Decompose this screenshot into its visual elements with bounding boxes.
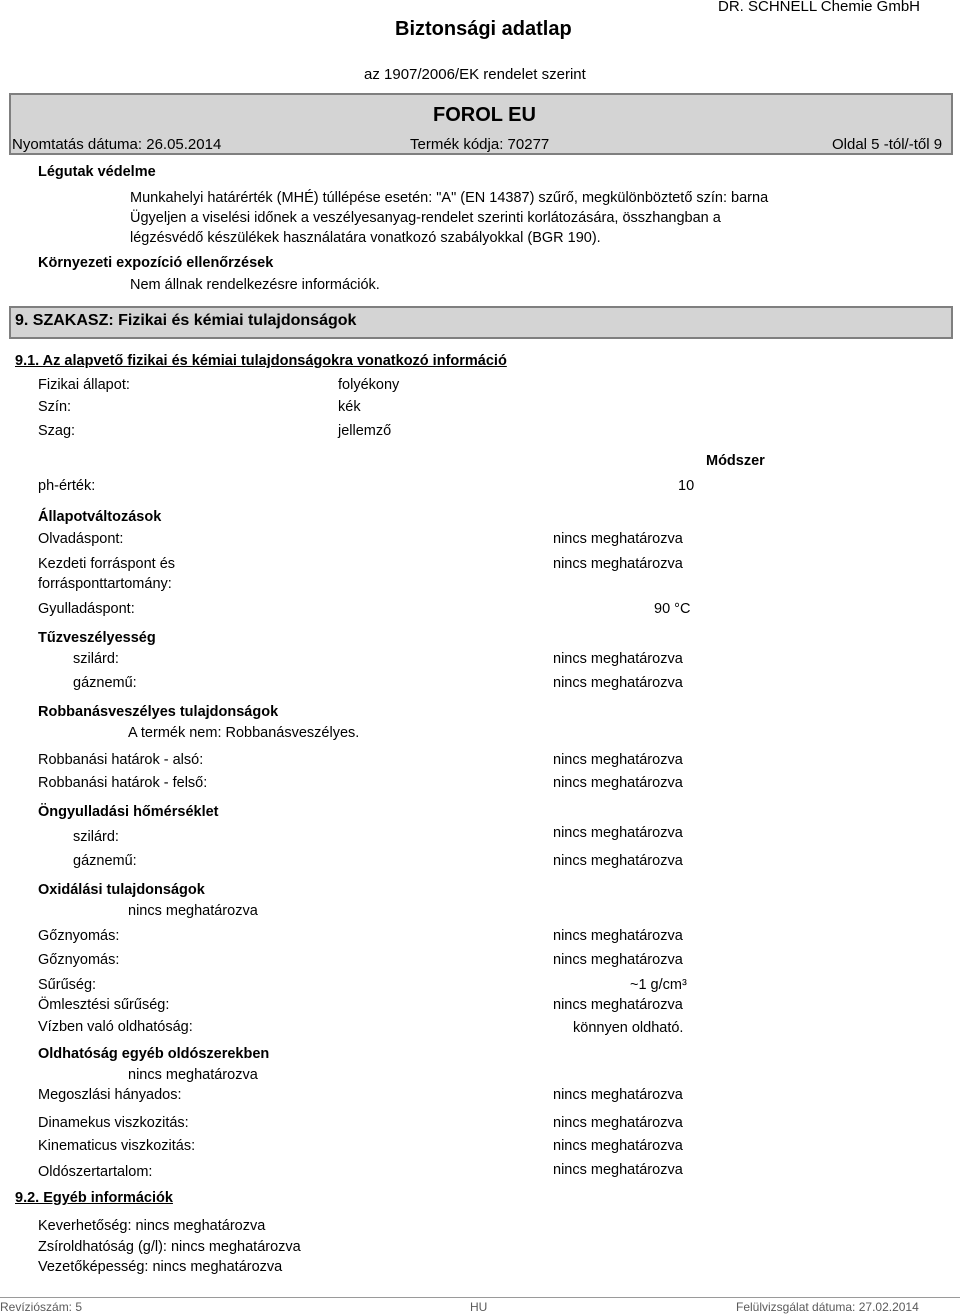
solubility-other-heading: Oldhatóság egyéb oldószerekben [38, 1046, 270, 1062]
subsection-9-2-title: 9.2. Egyéb információk [15, 1190, 173, 1206]
autoignition-gas-label: gáznemű: [73, 853, 137, 869]
print-date: Nyomtatás dátuma: 26.05.2014 [12, 136, 222, 153]
section-9-title: 9. SZAKASZ: Fizikai és kémiai tulajdonságok [15, 312, 357, 329]
partition-coefficient-value: nincs meghatározva [553, 1087, 683, 1103]
subsection-9-1-title: 9.1. Az alapvető fizikai és kémiai tulajdonságokra vonatkozó információ [15, 353, 507, 369]
flammability-gas-label: gáznemű: [73, 675, 137, 691]
protection-line-3: légzésvédő készülékek használatára vonatkozó szabályokkal (BGR 190). [130, 230, 601, 246]
product-name: FOROL EU [433, 104, 536, 126]
protection-line-2: Ügyeljen a viselési időnek a veszélyesanyag-rendelet szerinti korlátozására, összhangban a [130, 210, 721, 226]
boiling-point-value: nincs meghatározva [553, 556, 683, 572]
vapour-pressure-value-2: nincs meghatározva [553, 952, 683, 968]
regulation-text: az 1907/2006/EK rendelet szerint [364, 66, 586, 83]
flash-point-label: Gyulladáspont: [38, 601, 135, 617]
state-changes-heading: Állapotváltozások [38, 509, 162, 525]
boiling-point-label-1: Kezdeti forráspont és [38, 556, 176, 572]
flammability-gas-value: nincs meghatározva [553, 675, 683, 691]
explosion-upper-label: Robbanási határok - felső: [38, 775, 208, 791]
autoignition-solid-label: szilárd: [73, 829, 119, 845]
dynamic-viscosity-label: Dinamekus viszkozitás: [38, 1115, 189, 1131]
vapour-pressure-label-1: Gőznyomás: [38, 928, 120, 944]
bulk-density-label: Ömlesztési sűrűség: [38, 997, 170, 1013]
oxidizing-text: nincs meghatározva [128, 903, 258, 919]
env-exposure-text: Nem állnak rendelkezésre információk. [130, 277, 380, 293]
autoignition-solid-value: nincs meghatározva [553, 825, 683, 841]
kinematic-viscosity-label: Kinematicus viszkozitás: [38, 1138, 196, 1154]
oxidizing-heading: Oxidálási tulajdonságok [38, 882, 205, 898]
language-code: HU [470, 1300, 488, 1314]
solvent-content-value: nincs meghatározva [553, 1162, 683, 1178]
vapour-pressure-label-2: Gőznyomás: [38, 952, 120, 968]
dynamic-viscosity-value: nincs meghatározva [553, 1115, 683, 1131]
odour-value: jellemző [338, 423, 392, 439]
conductivity-text: Vezetőképesség: nincs meghatározva [38, 1259, 283, 1275]
solvent-content-label: Oldószertartalom: [38, 1164, 153, 1180]
autoignition-heading: Öngyulladási hőmérséklet [38, 804, 219, 820]
flammability-solid-value: nincs meghatározva [553, 651, 683, 667]
melting-point-value: nincs meghatározva [553, 531, 683, 547]
review-date: Felülvizsgálat dátuma: 27.02.2014 [736, 1300, 919, 1314]
flammability-solid-label: szilárd: [73, 651, 119, 667]
density-value: ~1 g/cm³ [630, 977, 687, 993]
explosion-lower-value: nincs meghatározva [553, 752, 683, 768]
company-name: DR. SCHNELL Chemie GmbH [718, 0, 920, 15]
explosion-upper-value: nincs meghatározva [553, 775, 683, 791]
physical-state-value: folyékony [338, 377, 400, 393]
partition-coefficient-label: Megoszlási hányados: [38, 1087, 182, 1103]
physical-state-label: Fizikai állapot: [38, 377, 130, 393]
water-solubility-label: Vízben való oldhatóság: [38, 1019, 193, 1035]
melting-point-label: Olvadáspont: [38, 531, 124, 547]
method-column-header: Módszer [706, 453, 765, 469]
colour-value: kék [338, 399, 361, 415]
kinematic-viscosity-value: nincs meghatározva [553, 1138, 683, 1154]
ph-value: 10 [678, 478, 695, 494]
explosion-lower-label: Robbanási határok - alsó: [38, 752, 204, 768]
respiratory-protection-heading: Légutak védelme [38, 164, 156, 180]
explosive-heading: Robbanásveszélyes tulajdonságok [38, 704, 279, 720]
density-label: Sűrűség: [38, 977, 97, 993]
product-code: Termék kódja: 70277 [410, 136, 550, 153]
autoignition-gas-value: nincs meghatározva [553, 853, 683, 869]
miscibility-text: Keverhetőség: nincs meghatározva [38, 1218, 266, 1234]
document-title: Biztonsági adatlap [395, 18, 572, 40]
revision-number: Revíziószám: 5 [0, 1300, 83, 1314]
protection-line-1: Munkahelyi határérték (MHÉ) túllépése esetén: "A" (EN 14387) szűrő, megkülönböztető szín: barna [130, 190, 769, 206]
flash-point-value: 90 °C [654, 601, 691, 617]
colour-label: Szín: [38, 399, 72, 415]
water-solubility-value: könnyen oldható. [573, 1020, 684, 1036]
page-number: Oldal 5 -tól/-től 9 [832, 136, 943, 153]
flammability-heading: Tűzveszélyesség [38, 630, 156, 646]
solubility-other-text: nincs meghatározva [128, 1067, 258, 1083]
odour-label: Szag: [38, 423, 76, 439]
vapour-pressure-value-1: nincs meghatározva [553, 928, 683, 944]
bulk-density-value: nincs meghatározva [553, 997, 683, 1013]
env-exposure-heading: Környezeti expozíció ellenőrzések [38, 255, 274, 271]
ph-label: ph-érték: [38, 478, 96, 494]
footer-divider [0, 1297, 960, 1298]
explosive-text: A termék nem: Robbanásveszélyes. [128, 725, 360, 741]
fat-solubility-text: Zsíroldhatóság (g/l): nincs meghatározva [38, 1239, 301, 1255]
boiling-point-label-2: forrásponttartomány: [38, 576, 172, 592]
